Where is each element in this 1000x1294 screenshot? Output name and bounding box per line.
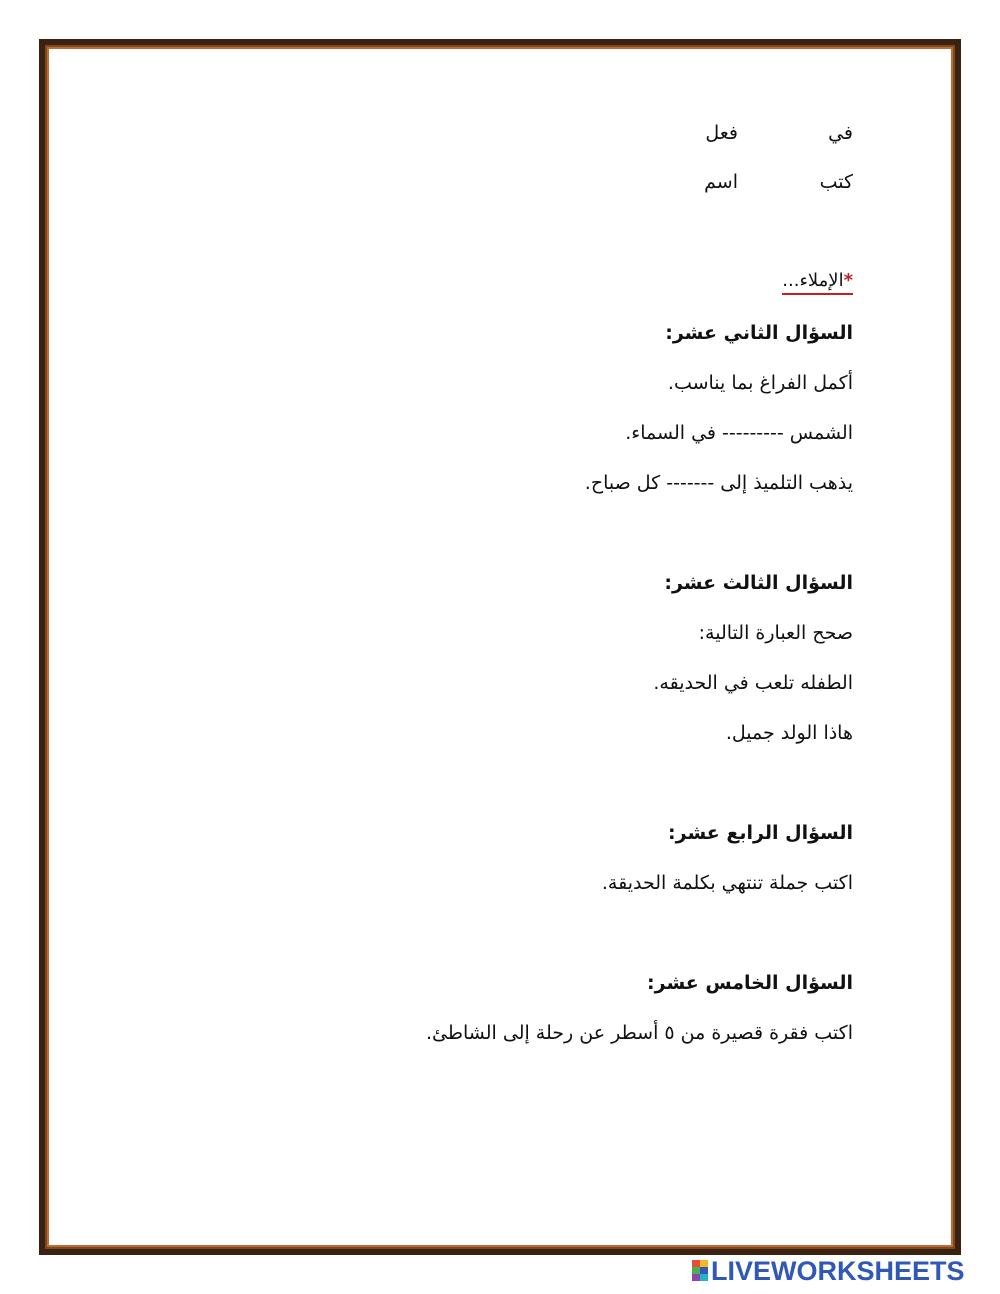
liveworksheets-wordmark: LIVEWORKSHEETS <box>711 1255 965 1286</box>
q15-instruction: اكتب فقرة قصيرة من ٥ أسطر عن رحلة إلى الشاطئ. <box>426 1022 853 1044</box>
q13-instruction: صحح العبارة التالية: <box>698 622 853 644</box>
q12-sentence-2: يذهب التلميذ إلى ------- كل صباح. <box>584 472 853 494</box>
word-fel: فعل <box>705 122 738 144</box>
q15-title: السؤال الخامس عشر: <box>647 972 853 994</box>
liveworksheets-brand[interactable] <box>692 1256 965 1286</box>
q13-title: السؤال الثالث عشر: <box>664 572 853 594</box>
word-kataba: كتب <box>819 171 853 193</box>
q13-sentence-1: الطفله تلعب في الحديقه. <box>653 672 853 694</box>
liveworksheets-logo-icon <box>692 1260 708 1282</box>
star-marker: * <box>843 270 853 291</box>
dictation-title: الإملاء... <box>782 270 844 291</box>
q12-title: السؤال الثاني عشر: <box>665 322 853 344</box>
word-ism: اسم <box>704 171 738 193</box>
q13-sentence-2: هاذا الولد جميل. <box>725 722 853 744</box>
q14-title: السؤال الرابع عشر: <box>668 822 853 844</box>
q12-sentence-1: الشمس --------- في السماء. <box>625 422 853 444</box>
q12-instruction: أكمل الفراغ بما يناسب. <box>667 372 853 394</box>
dictation-heading <box>782 270 853 295</box>
word-fi: في <box>828 122 853 144</box>
q14-instruction: اكتب جملة تنتهي بكلمة الحديقة. <box>601 872 853 894</box>
